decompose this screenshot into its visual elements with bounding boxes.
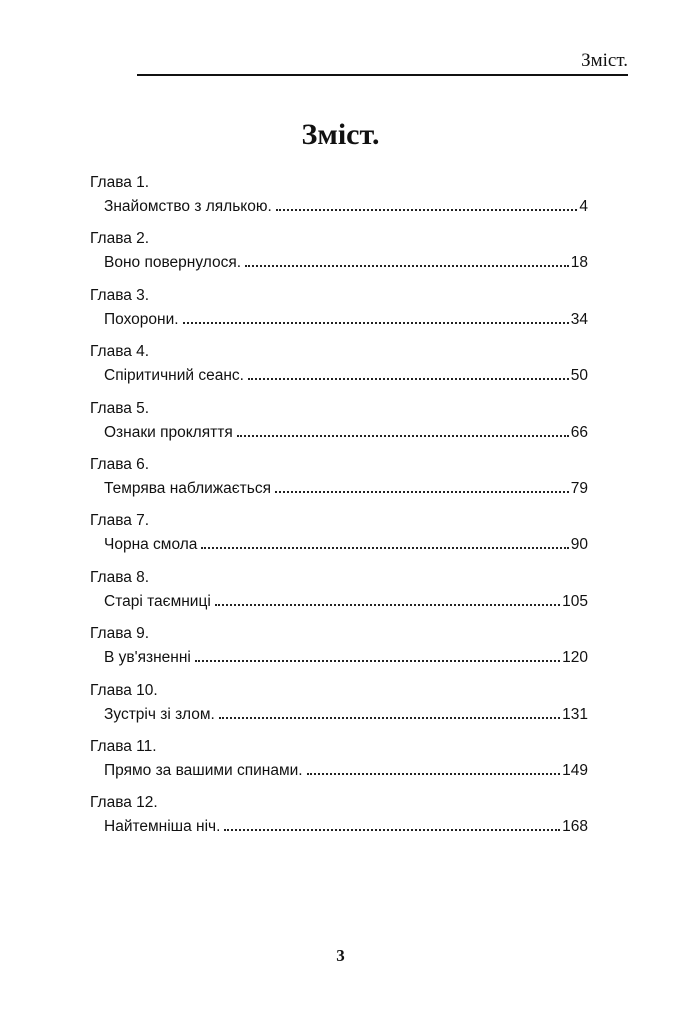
- dot-leader: [219, 717, 560, 719]
- chapter-title: В ув'язненні: [104, 649, 191, 667]
- chapter-title: Прямо за вашими спинами.: [104, 761, 303, 779]
- chapter-title: Воно повернулося.: [104, 254, 242, 272]
- toc-entry-12: [90, 791, 588, 847]
- toc-entry-11: [90, 735, 588, 791]
- dot-leader: [201, 547, 568, 549]
- chapter-label: Глава 3.: [90, 286, 150, 304]
- chapter-label: Глава 2.: [90, 230, 150, 248]
- page-reference: 90: [570, 536, 588, 554]
- running-head: Зміст.: [581, 50, 628, 71]
- toc-entry-10: [90, 679, 588, 735]
- page-reference: 66: [570, 423, 588, 441]
- chapter-title: Знайомство з лялькою.: [104, 198, 272, 215]
- dot-leader: [275, 491, 569, 493]
- page-title: Зміст.: [301, 118, 380, 151]
- page-reference: 120: [562, 649, 588, 667]
- toc-entry-3: [90, 284, 588, 340]
- chapter-title: Спіритичний сеанс.: [104, 367, 244, 385]
- toc-entry-6: [90, 453, 588, 509]
- page-reference: 18: [570, 254, 588, 272]
- chapter-title: Найтемніша ніч.: [104, 818, 221, 836]
- dot-leader: [224, 829, 560, 831]
- chapter-title: Чорна смола: [104, 536, 198, 554]
- toc-entry-9: [90, 622, 588, 678]
- chapter-label: Глава 12.: [90, 794, 158, 812]
- chapter-title: Старі таємниці: [104, 592, 211, 610]
- chapter-label: Глава 5.: [90, 399, 150, 417]
- chapter-label: Глава 9.: [90, 625, 150, 643]
- dot-leader: [248, 378, 569, 380]
- toc-entry-8: [90, 566, 588, 622]
- toc-line: [104, 195, 588, 219]
- dot-leader: [215, 604, 560, 606]
- toc-entry-5: [90, 397, 588, 453]
- chapter-label: Глава 11.: [90, 737, 157, 755]
- page-reference: 131: [562, 705, 588, 723]
- page-reference: 105: [562, 592, 588, 610]
- page-reference: 4: [579, 198, 588, 215]
- dot-leader: [183, 322, 569, 324]
- page-reference: 50: [570, 367, 588, 385]
- toc-line: [104, 759, 588, 783]
- toc-line: [104, 308, 588, 332]
- chapter-label: Глава 4.: [90, 343, 150, 361]
- toc-line: [104, 251, 588, 275]
- dot-leader: [307, 773, 561, 775]
- toc-line: [104, 364, 588, 388]
- toc-line: [104, 533, 588, 557]
- chapter-label: Глава 7.: [90, 512, 150, 530]
- toc-entry-1: [90, 171, 588, 227]
- chapter-label: Глава 10.: [90, 681, 158, 699]
- page-reference: 34: [570, 310, 588, 328]
- toc-line: [104, 646, 588, 670]
- dot-leader: [237, 435, 569, 437]
- chapter-title: Ознаки прокляття: [104, 423, 233, 441]
- chapter-title: Темрява наближається: [104, 479, 271, 497]
- toc-entry-2: [90, 227, 588, 283]
- page-reference: 79: [570, 479, 588, 497]
- chapter-label: Глава 1.: [90, 174, 150, 191]
- table-of-contents: [90, 171, 588, 848]
- dot-leader: [245, 265, 569, 267]
- chapter-label: Глава 8.: [90, 568, 150, 586]
- toc-entry-7: [90, 509, 588, 565]
- header-rule: [137, 74, 628, 76]
- chapter-title: Похорони.: [104, 310, 179, 328]
- dot-leader: [276, 209, 578, 211]
- chapter-title: Зустріч зі злом.: [104, 705, 215, 723]
- toc-line: [104, 815, 588, 839]
- page-reference: 149: [562, 761, 588, 779]
- toc-line: [104, 477, 588, 501]
- toc-line: [104, 421, 588, 445]
- toc-entry-4: [90, 340, 588, 396]
- toc-line: [104, 590, 588, 614]
- page-reference: 168: [562, 818, 588, 836]
- page-number: 3: [336, 946, 345, 965]
- toc-line: [104, 703, 588, 727]
- dot-leader: [195, 660, 560, 662]
- chapter-label: Глава 6.: [90, 455, 150, 473]
